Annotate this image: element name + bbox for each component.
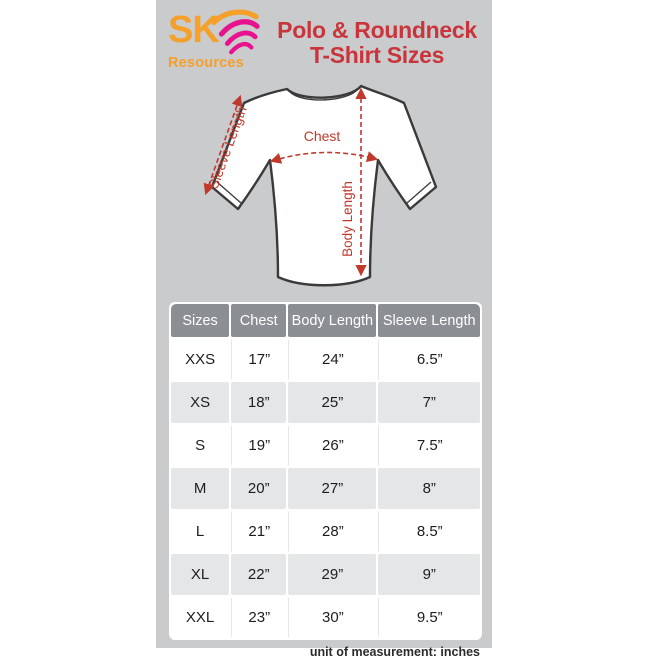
sleeve-length-cell: 9.5” <box>378 597 480 638</box>
body-length-cell: 24” <box>288 339 376 380</box>
title-line-2: T-Shirt Sizes <box>309 42 445 69</box>
chest-cell: 17” <box>231 339 286 380</box>
table-row <box>171 554 480 595</box>
body-length-cell: 30” <box>288 597 376 638</box>
size-cell: M <box>171 468 229 509</box>
tshirt-diagram <box>204 81 444 298</box>
size-cell: L <box>171 511 229 552</box>
body-length-label: Body Length <box>340 181 355 257</box>
chest-cell: 20” <box>231 468 286 509</box>
col-header-sizes: Sizes <box>171 304 229 337</box>
table-row <box>171 339 480 380</box>
size-cell: XXL <box>171 597 229 638</box>
sleeve-length-label: Sleeve Length <box>205 104 250 191</box>
table-row <box>171 511 480 552</box>
table-row <box>171 425 480 466</box>
body-length-cell: 25” <box>288 382 376 423</box>
body-length-cell: 26” <box>288 425 376 466</box>
table-header-row <box>171 304 480 337</box>
size-cell: XS <box>171 382 229 423</box>
table-row <box>171 468 480 509</box>
size-cell: XXS <box>171 339 229 380</box>
col-header-sleeve-length: Sleeve Length <box>378 304 480 337</box>
body-length-cell: 27” <box>288 468 376 509</box>
size-table-panel <box>169 302 482 640</box>
page-title <box>272 13 482 69</box>
brand-logo <box>168 9 272 71</box>
size-cell: XL <box>171 554 229 595</box>
sleeve-length-cell: 7.5” <box>378 425 480 466</box>
sleeve-length-cell: 9” <box>378 554 480 595</box>
body-length-cell: 28” <box>288 511 376 552</box>
chest-label: Chest <box>303 128 341 144</box>
size-cell: S <box>171 425 229 466</box>
sleeve-length-cell: 8.5” <box>378 511 480 552</box>
content-strip <box>156 0 492 659</box>
table-row <box>171 382 480 423</box>
chest-cell: 21” <box>231 511 286 552</box>
logo-subtext: Resources <box>168 55 244 71</box>
col-header-chest: Chest <box>231 304 286 337</box>
logo-text: SK <box>168 9 219 51</box>
sleeve-length-cell: 7” <box>378 382 480 423</box>
chest-cell: 22” <box>231 554 286 595</box>
chest-cell: 23” <box>231 597 286 638</box>
chest-cell: 18” <box>231 382 286 423</box>
size-table <box>169 302 482 640</box>
unit-note: unit of measurement: inches <box>309 645 480 659</box>
body-length-cell: 29” <box>288 554 376 595</box>
swirl-icon <box>212 9 258 57</box>
col-header-body-length: Body Length <box>288 304 376 337</box>
sleeve-length-cell: 8” <box>378 468 480 509</box>
chest-cell: 19” <box>231 425 286 466</box>
header <box>156 0 492 79</box>
sleeve-length-cell: 6.5” <box>378 339 480 380</box>
table-row <box>171 597 480 638</box>
title-line-1: Polo & Roundneck <box>277 17 477 43</box>
tshirt-illustration <box>204 81 444 293</box>
